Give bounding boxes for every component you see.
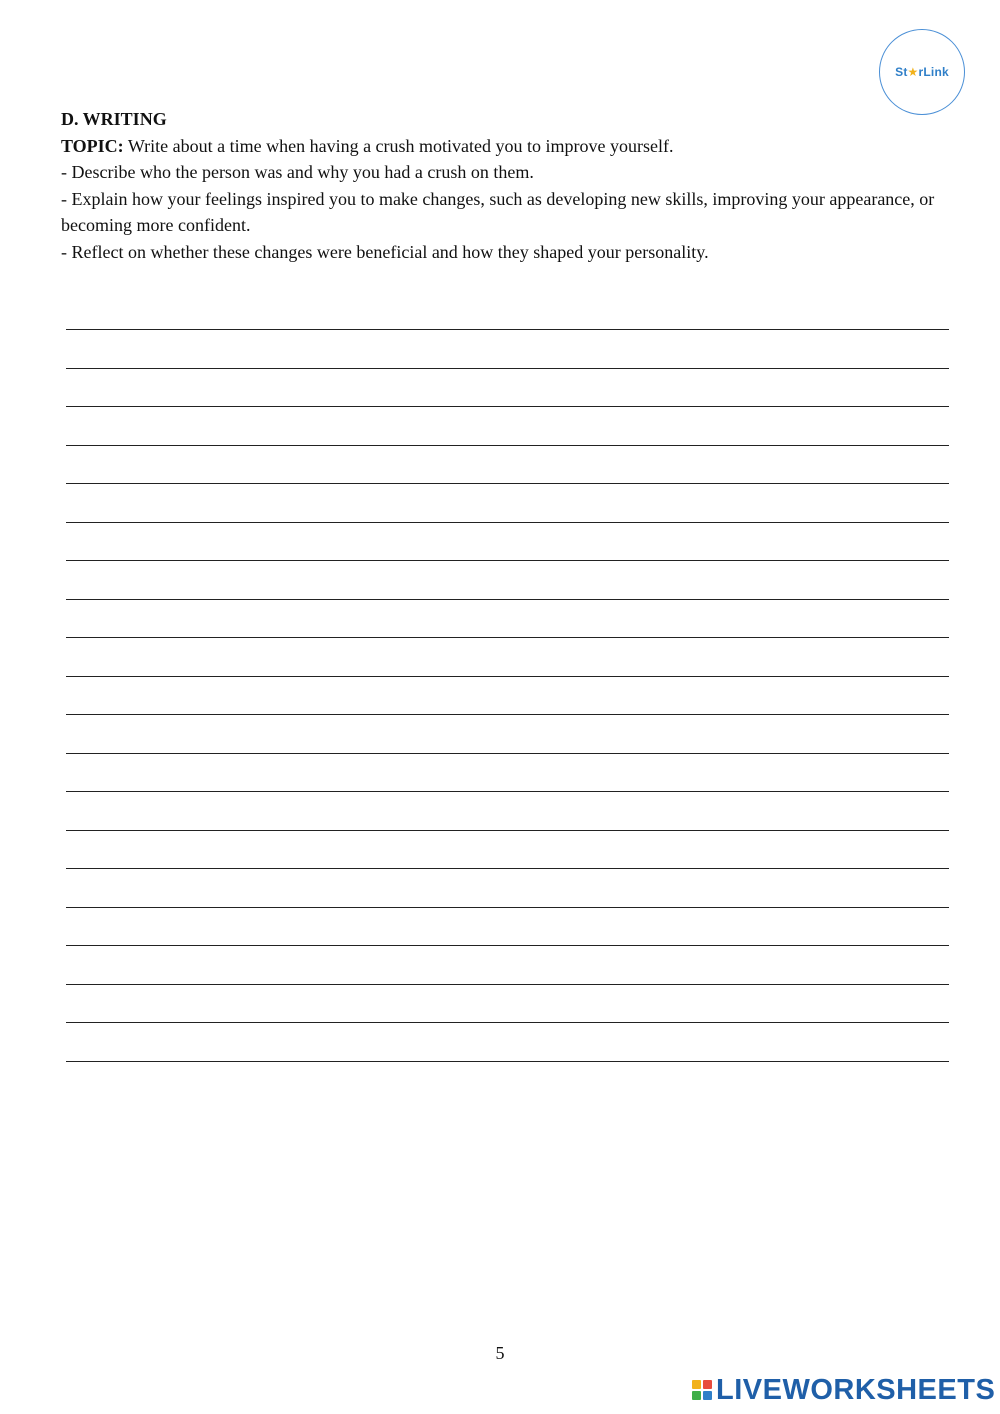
writing-line[interactable] — [66, 406, 949, 407]
writing-line[interactable] — [66, 599, 949, 600]
writing-line[interactable] — [66, 522, 949, 523]
writing-line[interactable] — [66, 368, 949, 369]
brand-mark-square — [692, 1380, 701, 1389]
writing-line[interactable] — [66, 637, 949, 638]
writing-line[interactable] — [66, 1061, 949, 1062]
section-title: D. WRITING — [61, 109, 167, 129]
writing-section — [61, 106, 941, 265]
writing-line[interactable] — [66, 714, 949, 715]
writing-line[interactable] — [66, 907, 949, 908]
bullet-describe: - Describe who the person was and why you had a crush on them. — [61, 162, 534, 182]
writing-line[interactable] — [66, 945, 949, 946]
writing-line[interactable] — [66, 1022, 949, 1023]
brand-text: LIVEWORKSHEETS — [716, 1373, 996, 1406]
starlink-logo — [879, 29, 965, 115]
page-number: 5 — [495, 1343, 505, 1363]
brand-mark-square — [692, 1391, 701, 1400]
writing-line[interactable] — [66, 676, 949, 677]
writing-line[interactable] — [66, 329, 949, 330]
writing-line[interactable] — [66, 868, 949, 869]
topic-line — [61, 133, 941, 160]
brand-mark-square — [703, 1391, 712, 1400]
writing-line[interactable] — [66, 445, 949, 446]
writing-line[interactable] — [66, 483, 949, 484]
topic-text: Write about a time when having a crush motivated you to improve yourself. — [123, 135, 674, 156]
bullet-reflect: - Reflect on whether these changes were beneficial and how they shaped your personality. — [61, 241, 709, 262]
liveworksheets-brand — [692, 1373, 995, 1407]
writing-line[interactable] — [66, 830, 949, 831]
starlink-logo-icon: St★rLink — [895, 65, 949, 79]
writing-line[interactable] — [66, 984, 949, 985]
writing-lines — [66, 329, 949, 1099]
brand-mark-square — [703, 1380, 712, 1389]
writing-line[interactable] — [66, 753, 949, 754]
topic-label: TOPIC: — [61, 135, 124, 156]
writing-line[interactable] — [66, 791, 949, 792]
bullet-explain: - Explain how your feelings inspired you to make changes, such as developing new skills, improving your appearance, or becoming more confident. — [61, 188, 935, 235]
writing-line[interactable] — [66, 560, 949, 561]
liveworksheets-logo-icon — [692, 1380, 712, 1400]
